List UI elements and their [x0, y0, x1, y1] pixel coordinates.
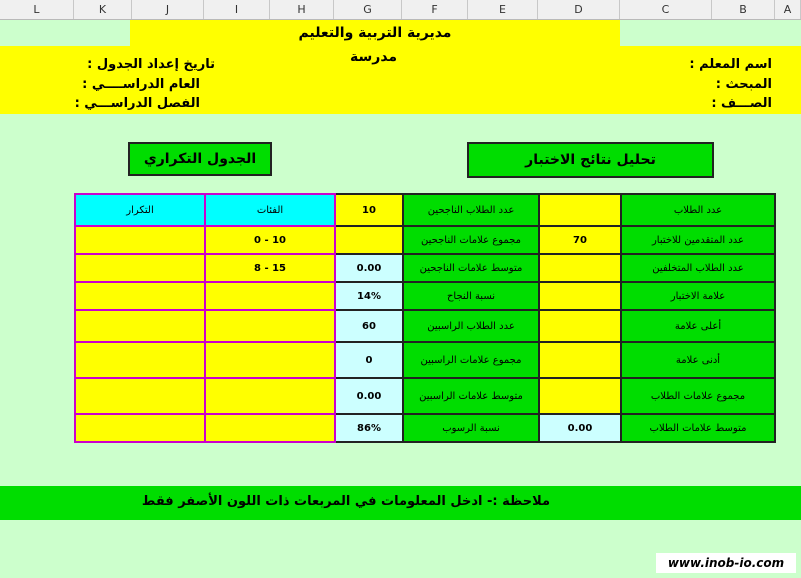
semester-label: الفصل الدراســـي : [74, 96, 200, 111]
students-marks-sum-label: مجموع علامات الطلاب [621, 378, 775, 414]
table-row [75, 310, 775, 342]
frequency-table-button[interactable]: الجدول التكراري [128, 142, 272, 176]
failed-count-value: 60 [335, 310, 403, 342]
failed-marks-sum-value: 0 [335, 342, 403, 378]
subject-label: المبحث : [715, 77, 772, 92]
table-row [75, 282, 775, 310]
highest-mark-label: أعلى علامة [621, 310, 775, 342]
passed-marks-sum-label: مجموع علامات الناجحين [403, 226, 539, 254]
category-cell-7[interactable] [205, 414, 335, 442]
column-header-d[interactable]: D [538, 0, 620, 19]
column-header-c[interactable]: C [620, 0, 712, 19]
column-header-row [0, 0, 801, 20]
class-label: الصـــف : [711, 96, 772, 111]
passed-marks-sum-value[interactable] [335, 226, 403, 254]
column-header-j[interactable]: J [132, 0, 204, 19]
failed-marks-sum-label: مجموع علامات الراسبين [403, 342, 539, 378]
passed-marks-avg-value: 0.00 [335, 254, 403, 282]
table-row [75, 342, 775, 378]
school-label: مدرسة [350, 49, 398, 65]
column-header-l[interactable]: L [0, 0, 74, 19]
category-cell-6[interactable] [205, 378, 335, 414]
analyze-results-button[interactable]: تحليل نتائج الاختبار [467, 142, 714, 178]
lowest-mark-label: أدنى علامة [621, 342, 775, 378]
table-date-label: تاريخ إعداد الجدول : [87, 57, 215, 72]
repetition-header: التكرار [75, 194, 205, 226]
repetition-cell-7[interactable] [75, 414, 205, 442]
table-row [75, 226, 775, 254]
column-header-f[interactable]: F [402, 0, 468, 19]
category-cell-1[interactable]: 0 - 10 [205, 226, 335, 254]
examinees-label: عدد المتقدمين للاختبار [621, 226, 775, 254]
pass-rate-value: 14% [335, 282, 403, 310]
repetition-cell-5[interactable] [75, 342, 205, 378]
repetition-cell-6[interactable] [75, 378, 205, 414]
failed-marks-avg-value: 0.00 [335, 378, 403, 414]
table-row [75, 378, 775, 414]
pass-rate-label: نسبة النجاح [403, 282, 539, 310]
category-cell-5[interactable] [205, 342, 335, 378]
column-header-e[interactable]: E [468, 0, 538, 19]
passed-count-label: عدد الطلاب الناجحين [403, 194, 539, 226]
students-marks-avg-label: متوسط علامات الطلاب [621, 414, 775, 442]
students-count-value[interactable] [539, 194, 621, 226]
table-row [75, 194, 775, 226]
students-marks-sum-value[interactable] [539, 378, 621, 414]
directorate-title[interactable]: مديرية التربية والتعليم [130, 20, 620, 46]
note-text: ملاحظة :- ادخل المعلومات في المربعات ذات اللون الأصفر فقط [141, 494, 550, 509]
column-header-i[interactable]: I [204, 0, 270, 19]
failed-marks-avg-label: متوسط علامات الراسبين [403, 378, 539, 414]
highest-mark-value[interactable] [539, 310, 621, 342]
exam-mark-label: علامة الاختبار [621, 282, 775, 310]
table-row [75, 254, 775, 282]
passed-marks-avg-label: متوسط علامات الناجحين [403, 254, 539, 282]
school-year-label: العام الدراســــي : [82, 77, 200, 92]
categories-header: الفئات [205, 194, 335, 226]
results-table [74, 193, 776, 443]
category-cell-2[interactable]: 8 - 15 [205, 254, 335, 282]
fail-rate-value: 86% [335, 414, 403, 442]
lowest-mark-value[interactable] [539, 342, 621, 378]
teacher-name-label: اسم المعلم : [689, 57, 772, 72]
examinees-value[interactable]: 70 [539, 226, 621, 254]
absent-value[interactable] [539, 254, 621, 282]
column-header-g[interactable]: G [334, 0, 402, 19]
repetition-cell-4[interactable] [75, 310, 205, 342]
failed-count-label: عدد الطلاب الراسبين [403, 310, 539, 342]
column-header-k[interactable]: K [74, 0, 132, 19]
category-cell-3[interactable] [205, 282, 335, 310]
note-bar [0, 486, 801, 520]
website-label: www.inob-io.com [656, 553, 796, 573]
passed-count-value[interactable]: 10 [335, 194, 403, 226]
fail-rate-label: نسبة الرسوب [403, 414, 539, 442]
repetition-cell-3[interactable] [75, 282, 205, 310]
repetition-cell-1[interactable] [75, 226, 205, 254]
column-header-b[interactable]: B [712, 0, 775, 19]
students-marks-avg-value: 0.00 [539, 414, 621, 442]
exam-mark-value[interactable] [539, 282, 621, 310]
column-header-a[interactable]: A [775, 0, 801, 19]
absent-label: عدد الطلاب المتخلفين [621, 254, 775, 282]
table-row [75, 414, 775, 442]
students-count-label: عدد الطلاب [621, 194, 775, 226]
category-cell-4[interactable] [205, 310, 335, 342]
repetition-cell-2[interactable] [75, 254, 205, 282]
column-header-h[interactable]: H [270, 0, 334, 19]
